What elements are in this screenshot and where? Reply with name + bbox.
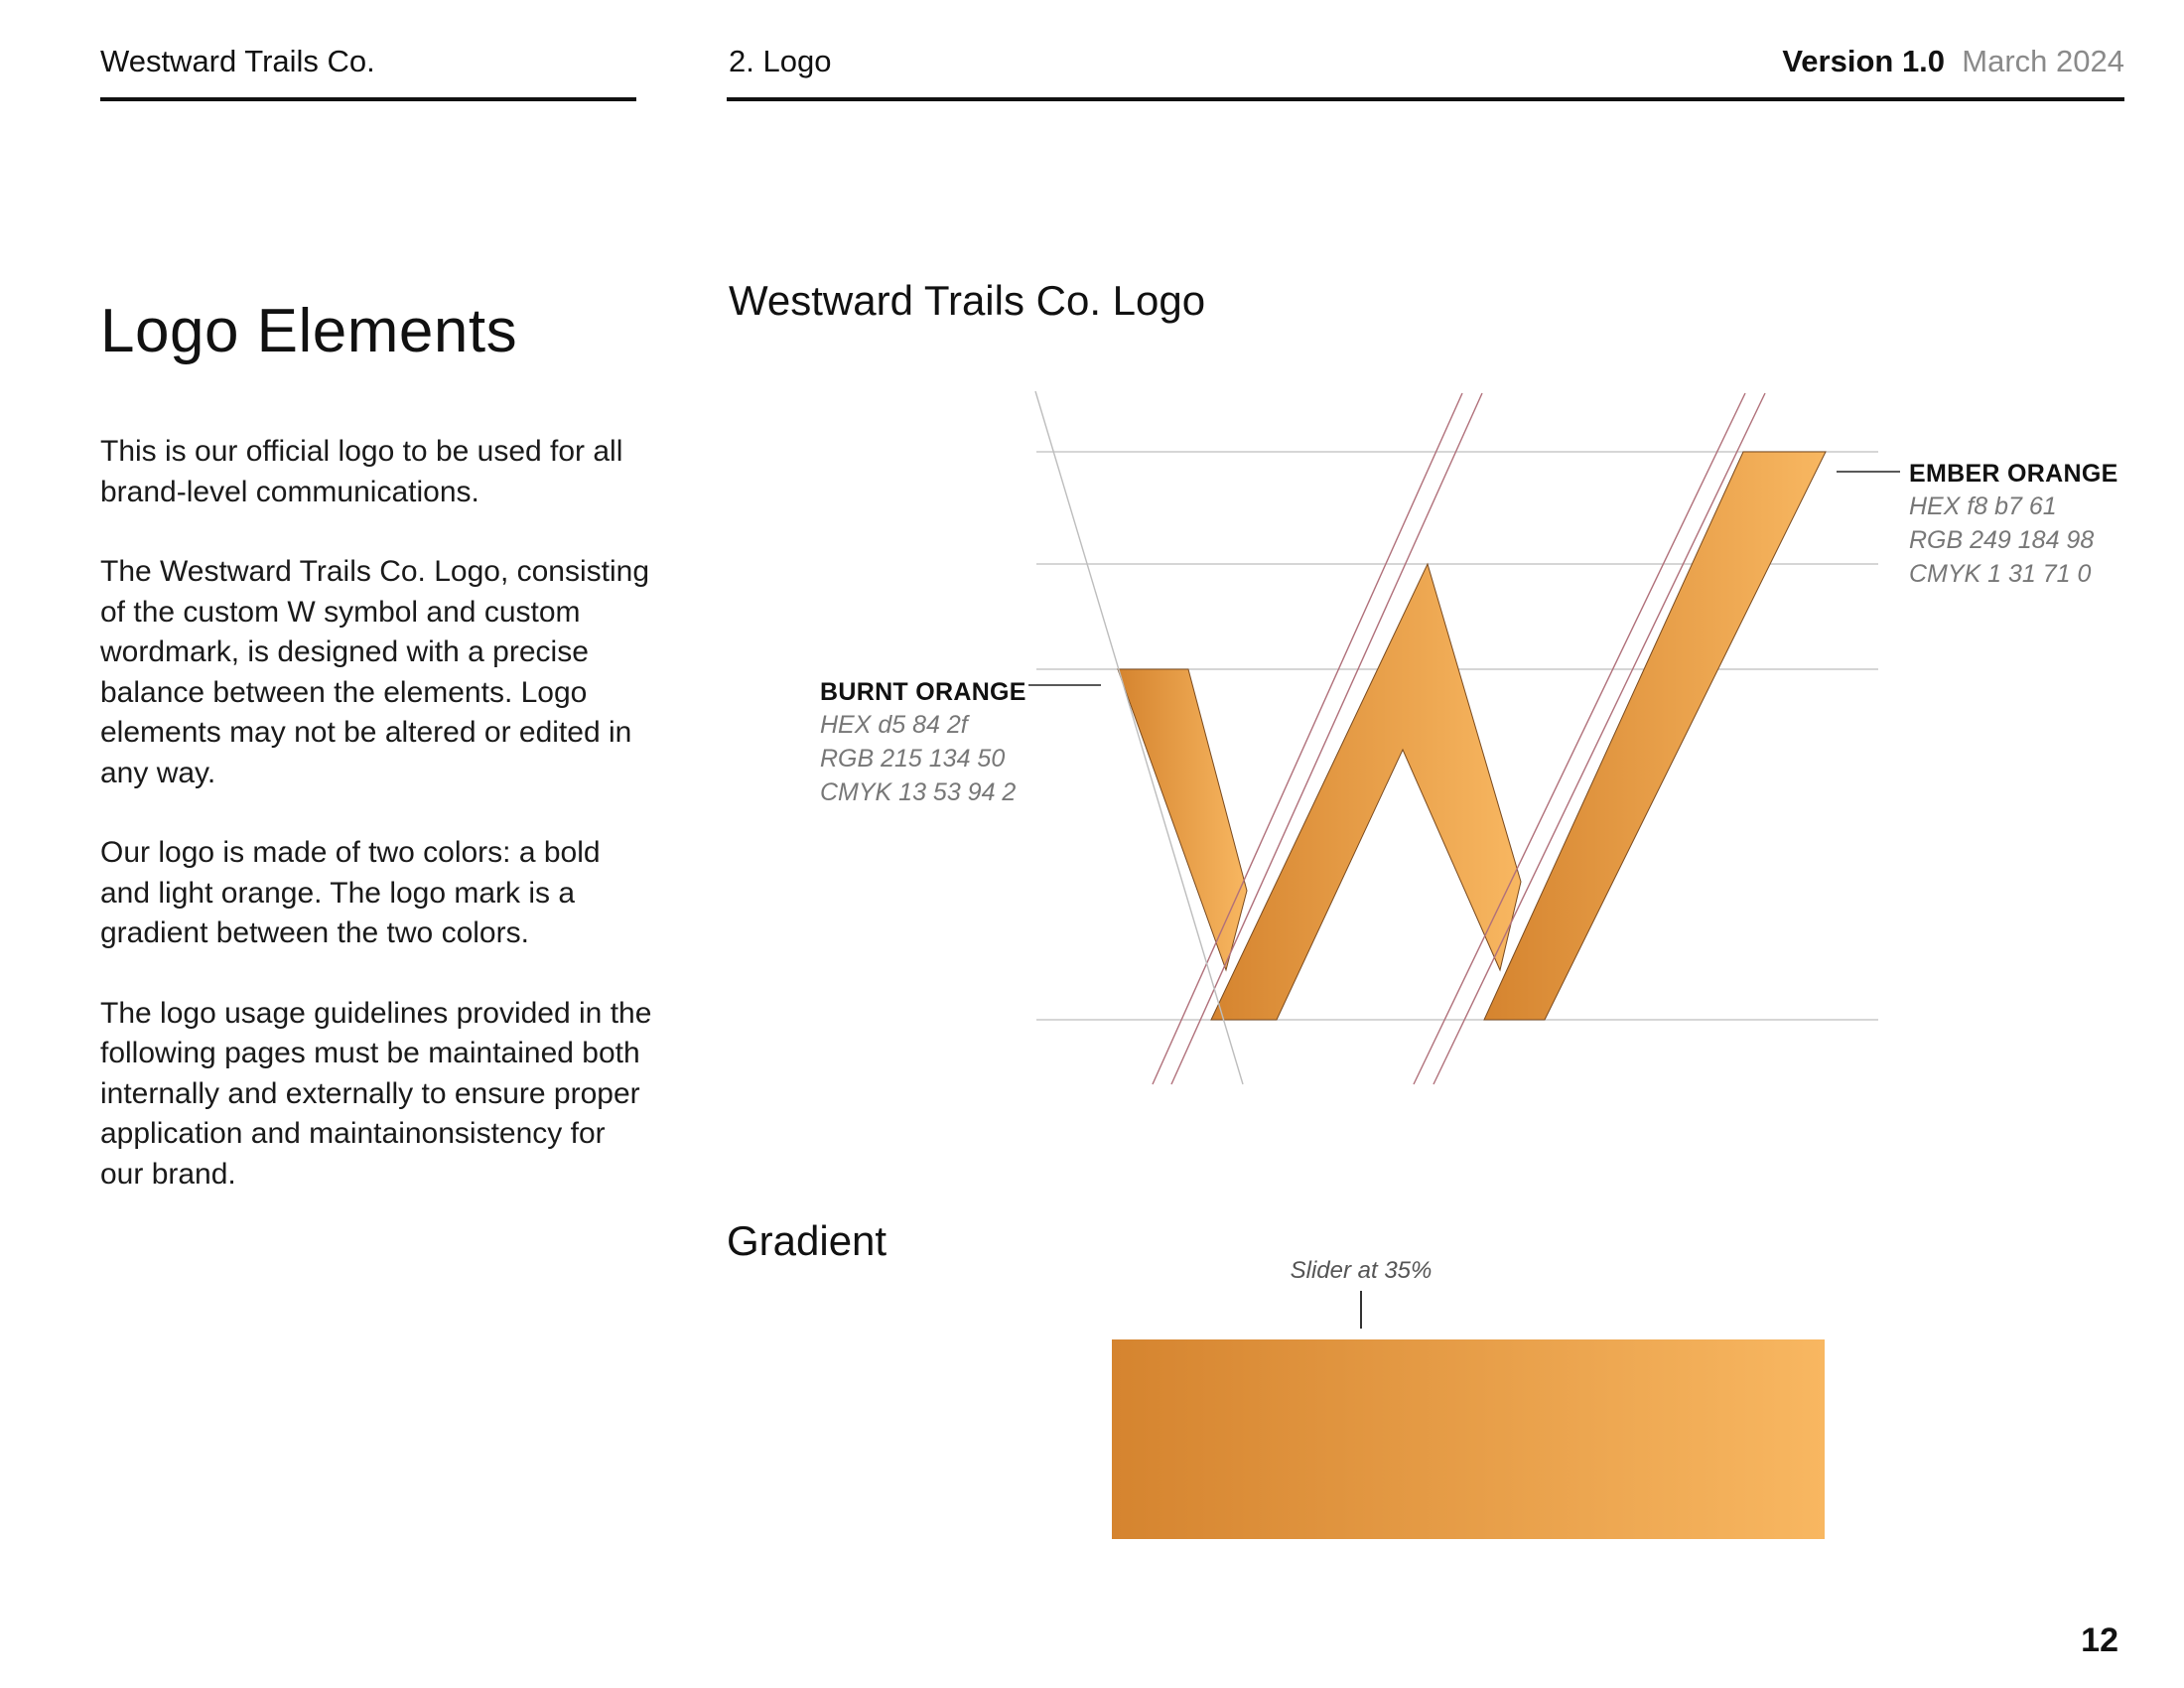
gradient-slider-group xyxy=(1112,1256,1825,1544)
header-rule-left xyxy=(100,97,636,101)
paragraph: The Westward Trails Co. Logo, consisting of the custom W symbol and custom wordmark, is designed with a precise balance between the elements. Logo elements may not be altered or edited in any way. xyxy=(100,555,650,789)
gradient-section-title: Gradient xyxy=(727,1217,887,1264)
ember-orange-cmyk: CMYK 1 31 71 0 xyxy=(1909,560,2092,588)
w-logo-mark xyxy=(1118,452,1826,1020)
burnt-orange-cmyk: CMYK 13 53 94 2 xyxy=(820,778,1017,806)
burnt-orange-rgb: RGB 215 134 50 xyxy=(820,745,1006,773)
paragraph: This is our official logo to be used for all brand-level communications. xyxy=(100,435,623,508)
w-center-stroke xyxy=(1211,564,1521,1020)
w-right-stroke xyxy=(1484,452,1826,1020)
w-left-stroke xyxy=(1118,669,1247,970)
brand-name: Westward Trails Co. xyxy=(100,44,375,78)
paragraph: Our logo is made of two colors: a bold and light orange. The logo mark is a gradient between the two colors. xyxy=(100,836,601,949)
burnt-orange-name: BURNT ORANGE xyxy=(820,678,1026,706)
logo-construction-diagram xyxy=(993,377,1985,1092)
slider-tick xyxy=(1360,1291,1362,1329)
page-number: 12 xyxy=(2081,1621,2118,1659)
ember-orange-rgb: RGB 249 184 98 xyxy=(1909,526,2095,554)
gradient-bar xyxy=(1112,1339,1825,1539)
date-label: March 2024 xyxy=(1962,44,2124,78)
version-info xyxy=(1782,44,2124,79)
ember-orange-name: EMBER ORANGE xyxy=(1909,460,2118,488)
version-label: Version 1.0 xyxy=(1782,44,1946,78)
section-label: 2. Logo xyxy=(729,44,832,78)
slider-label: Slider at 35% xyxy=(1290,1257,1433,1284)
logo-section-title: Westward Trails Co. Logo xyxy=(729,277,1206,324)
paragraph: The logo usage guidelines provided in the following pages must be maintained both internally and externally to ensure proper application and maintainonsistency for our brand. xyxy=(100,996,652,1191)
header-rule-right xyxy=(727,97,2124,101)
ember-orange-label xyxy=(1909,458,2118,591)
burnt-orange-hex: HEX d5 84 2f xyxy=(820,711,968,739)
ember-orange-hex: HEX f8 b7 61 xyxy=(1909,492,2057,520)
left-guide-line xyxy=(1035,391,1243,1084)
body-copy xyxy=(100,432,656,1234)
page-title: Logo Elements xyxy=(100,297,518,365)
burnt-orange-label xyxy=(820,676,1026,809)
